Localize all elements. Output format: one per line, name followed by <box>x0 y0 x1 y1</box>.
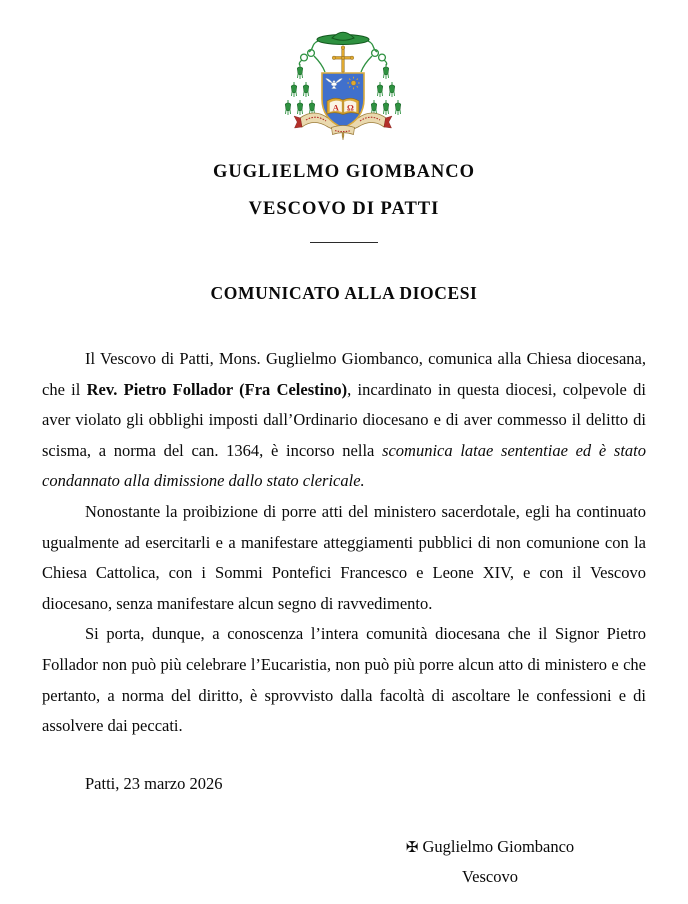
paragraph-1-continuation: , incardinato in questa diocesi, colpevole di aver violato gli obblighi imposti dall’Ordinario diocesano e di aver commesso il delitto di scisma, a norma del can. 1364, è incorso nella <box>42 379 646 460</box>
communique-title: COMUNICATO ALLA DIOCESI <box>210 283 478 303</box>
latin-penalty-italic: scomunica latae sententiae ed è stato condannato alla dimissione dallo stato clericale. <box>42 440 646 491</box>
alpha-letter: Α <box>332 102 339 113</box>
separator-line <box>310 242 378 243</box>
bishop-name-heading: GUGLIELMO GIOMBANCO <box>212 162 476 182</box>
letterhead <box>0 154 688 228</box>
episcopal-cross-glyph: ✠ <box>405 837 419 856</box>
body-paragraph-1 <box>42 344 646 497</box>
signature-block <box>360 832 620 892</box>
signature-role: Vescovo <box>462 866 518 886</box>
signature-name: Guglielmo Giombanco <box>422 836 575 856</box>
document-body <box>42 344 646 742</box>
dateline: Patti, 23 marzo 2026 <box>85 773 223 793</box>
processional-cross-icon <box>332 46 354 72</box>
open-book-icon <box>327 98 359 114</box>
body-paragraph-2: Nonostante la proibizione di porre atti del ministero sacerdotale, egli ha continuato ugualmente ad esercitarli e a manifestare atteggiamenti pubblici di non comunione con la Chiesa Cattolica, con i Sommi Pontefici Francesco e Leone XIV, e con il Vescovo diocesano, senza manifestare alcun segno di ravvedimento. <box>42 501 646 613</box>
paragraph-1-lead: Il Vescovo di Patti, Mons. Guglielmo Giombanco, comunica alla Chiesa diocesana, che il <box>42 349 646 399</box>
signature-name-line <box>360 832 620 862</box>
omega-letter: Ω <box>346 102 354 113</box>
coat-of-arms <box>284 26 404 140</box>
defendant-name-bold: Rev. Pietro Follador (Fra Celestino) <box>86 379 348 399</box>
galero-hat-icon <box>317 32 369 44</box>
body-paragraph-3: Si porta, dunque, a conoscenza l’intera comunità diocesana che il Signor Pietro Follador non può più celebrare l’Eucaristia, non può più porre alcun atto di ministero e che pertanto, a norma del diritto, è sprovvisto dalla facoltà di ascoltare le confessioni e di assolvere dai peccati. <box>42 624 646 736</box>
bishop-title-heading: VESCOVO DI PATTI <box>248 199 440 219</box>
